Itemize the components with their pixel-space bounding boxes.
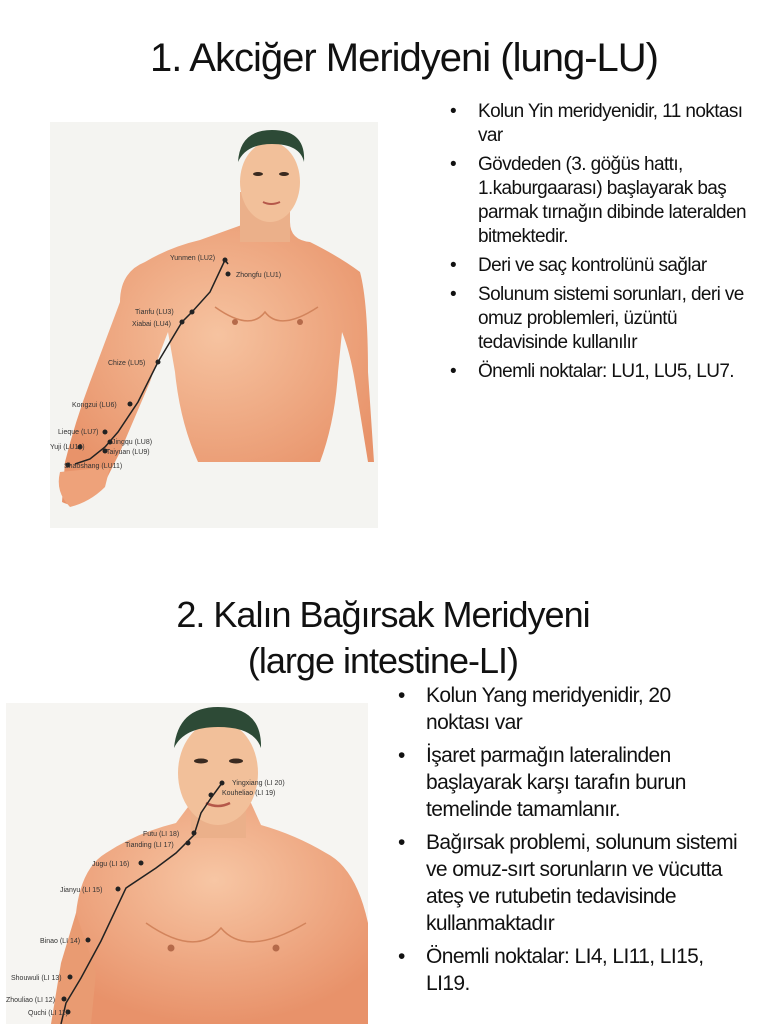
point-label: Kongzui (LU6) xyxy=(72,402,117,409)
point-label: Jugu (LI 16) xyxy=(92,861,130,868)
point-label: Xiabai (LU4) xyxy=(132,321,171,328)
list-item: • Gövdeden (3. göğüs hattı, 1.kaburgaarası) başlayarak baş parmak tırnağın dibinde lateralden bitmektedir. xyxy=(450,154,746,247)
point-label: Yuji (LU10) xyxy=(50,444,85,451)
point-label: Jingqu (LU8) xyxy=(112,439,153,446)
list-item: • Kolun Yang meridyenidir, 20 noktası var xyxy=(398,684,671,734)
point-label: Yingxiang (LI 20) xyxy=(232,780,285,787)
point-label: Tianfu (LU3) xyxy=(135,309,174,316)
section-2-title-line-2: (large intestine-LI) xyxy=(247,640,519,681)
point-label: Tianding (LI 17) xyxy=(125,842,174,849)
point-label: Chize (LU5) xyxy=(108,360,146,367)
point-label: Jianyu (LI 15) xyxy=(60,887,103,894)
list-item: • Önemli noktalar: LI4, LI11, LI15, LI19. xyxy=(398,945,704,995)
point-label: Shaoshang (LU11) xyxy=(64,463,123,470)
list-item: • İşaret parmağın lateralinden başlayarak karşı tarafın burun temelinde tamamlanır. xyxy=(398,744,686,821)
section-2-title-line-1: 2. Kalın Bağırsak Meridyeni xyxy=(176,594,590,635)
list-item: • Önemli noktalar: LU1, LU5, LU7. xyxy=(450,361,734,382)
point-label: Taiyuan (LU9) xyxy=(106,449,150,456)
point-label: Futu (LI 18) xyxy=(143,831,180,838)
list-item: • Kolun Yin meridyenidir, 11 noktası var xyxy=(450,101,743,146)
point-label: Quchi (LI 11) xyxy=(28,1010,68,1017)
point-label: Kouheliao (LI 19) xyxy=(222,790,276,797)
point-label: Shouwuli (LI 13) xyxy=(11,975,62,982)
point-label: Zhouliao (LI 12) xyxy=(6,997,56,1004)
list-item: • Deri ve saç kontrolünü sağlar xyxy=(450,255,707,276)
section-1-title: 1. Akciğer Meridyeni (lung-LU) xyxy=(150,36,658,80)
section-2-bullet-list xyxy=(398,682,738,1003)
list-item: • Bağırsak problemi, solunum sistemi ve omuz-sırt sorunların ve vücutta ateş ve rutubetin tedavisinde kullanmaktadır xyxy=(398,831,738,935)
list-item: • Solunum sistemi sorunları, deri ve omuz problemleri, üzüntü tedavisinde kullanılır xyxy=(450,284,744,353)
point-label: Zhongfu (LU1) xyxy=(236,272,282,279)
lung-meridian-illustration xyxy=(50,122,378,528)
point-label: Lieque (LU7) xyxy=(58,429,99,436)
section-1-bullet-list xyxy=(450,100,750,389)
point-label: Yunmen (LU2) xyxy=(170,255,216,262)
large-intestine-meridian-illustration xyxy=(6,703,368,1024)
point-label: Binao (LI 14) xyxy=(40,938,81,945)
